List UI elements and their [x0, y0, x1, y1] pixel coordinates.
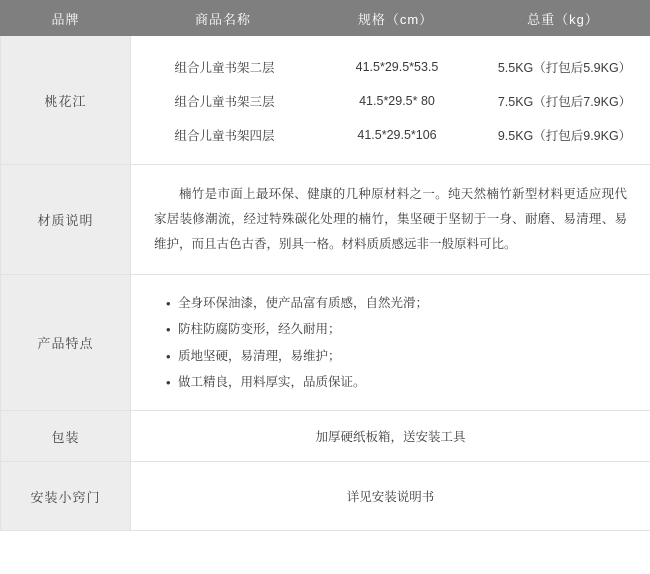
packing-cell: [131, 411, 650, 462]
product-size: 41.5*29.5*53.5: [355, 60, 439, 74]
product-size: 41.5*29.5* 80: [359, 94, 435, 108]
material-cell: [131, 165, 650, 275]
tips-text: 详见安装说明书: [346, 490, 435, 504]
material-description: 楠竹是市面上最环保、健康的几种原材料之一。纯天然楠竹新型材料更适应现代家居装修潮流，经过特殊碳化处理的楠竹，集坚硬于坚韧于一身、耐磨、易清理、易维护，而且古色古香，别具一格。材料质质感远非一般原料可比。: [154, 187, 627, 251]
product-weight: 7.5KG（打包后7.9KG）: [497, 95, 632, 109]
product-weight: 9.5KG（打包后9.9KG）: [497, 129, 632, 143]
table-row: [132, 118, 650, 152]
list-item: • 质地坚硬，易清理，易维护；: [166, 343, 649, 369]
spec-list-cell: [131, 36, 650, 165]
tips-label: 安装小窍门: [1, 462, 131, 531]
product-name: 组合儿童书架二层: [174, 61, 275, 75]
material-row: [1, 165, 650, 275]
list-item: • 做工精良，用料厚实，品质保证。: [166, 369, 649, 395]
brand-label: 桃花江: [1, 36, 131, 165]
product-name: 组合儿童书架三层: [174, 95, 275, 109]
packing-text: 加厚硬纸板箱，送安装工具: [315, 430, 466, 444]
header-brand: 品牌: [1, 1, 131, 36]
product-weight: 5.5KG（打包后5.9KG）: [497, 61, 632, 75]
packing-row: [1, 411, 650, 462]
feature-list: [132, 276, 649, 409]
features-label: 产品特点: [1, 275, 131, 411]
brand-specs-row: [1, 36, 650, 165]
packing-label: 包装: [1, 411, 131, 462]
header-size: 规格（cm）: [316, 1, 476, 36]
header-product-name: 商品名称: [131, 1, 316, 36]
product-name: 组合儿童书架四层: [174, 129, 275, 143]
table-header-row: [1, 1, 650, 36]
material-label: 材质说明: [1, 165, 131, 275]
header-weight: 总重（kg）: [476, 1, 650, 36]
tips-cell: [131, 462, 650, 531]
product-size: 41.5*29.5*106: [357, 128, 437, 142]
list-item: • 全身环保油漆，使产品富有质感，自然光滑；: [166, 290, 649, 316]
features-row: [1, 275, 650, 411]
spec-block: [132, 37, 649, 163]
features-cell: [131, 275, 650, 411]
table-row: [132, 50, 650, 84]
list-item: • 防柱防腐防变形，经久耐用；: [166, 316, 649, 342]
table-row: [132, 84, 650, 118]
spec-inner-table: [132, 50, 650, 152]
tips-row: [1, 462, 650, 531]
